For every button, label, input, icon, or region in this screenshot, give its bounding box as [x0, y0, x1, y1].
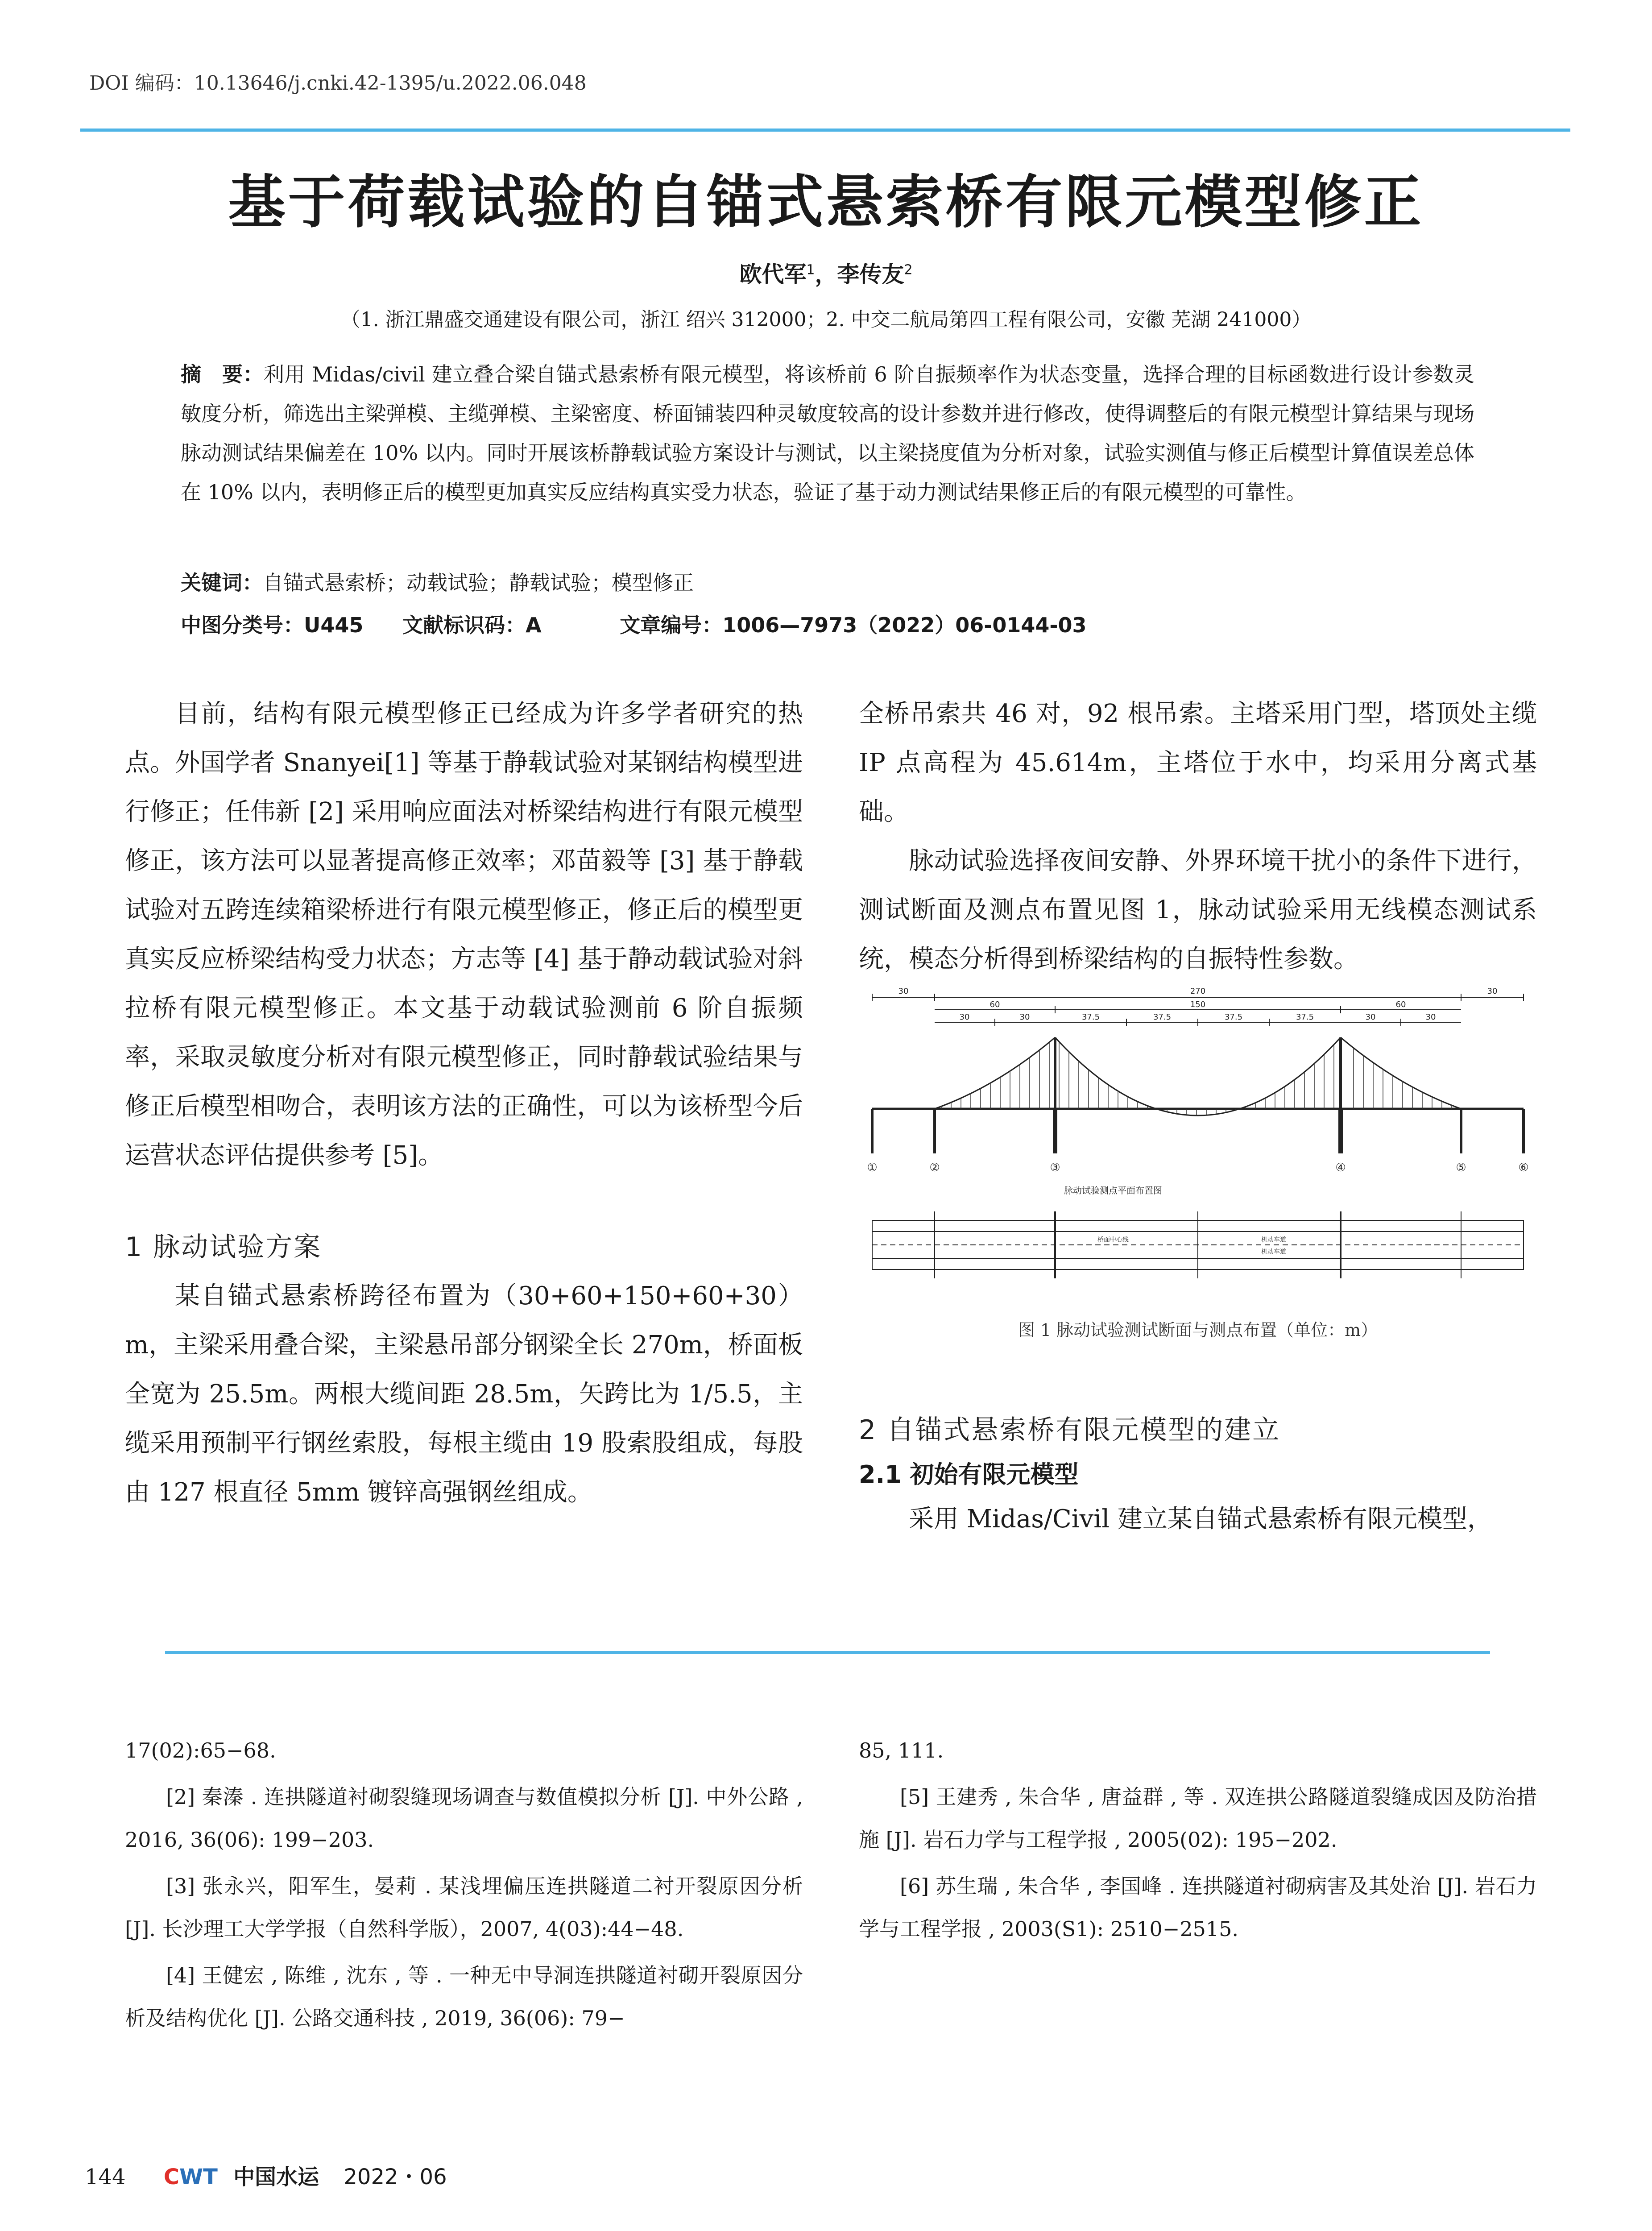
keywords-text: 自锚式悬索桥；动载试验；静载试验；模型修正	[263, 571, 694, 595]
author-1-sup: 1	[806, 262, 815, 278]
cwt-logo	[164, 2165, 218, 2190]
plan-label-lane-1: 机动车道	[1261, 1236, 1286, 1244]
section-1-paragraph-1-cont: 全桥吊索共 46 对，92 根吊索。主塔采用门型，塔顶处主缆 IP 点高程为 45.614m，主塔位于水中，均采用分离式基础。	[859, 699, 1537, 826]
section-2-title: 2 自锚式悬索桥有限元模型的建立	[859, 1414, 1281, 1446]
dim-small: 30	[1019, 1012, 1030, 1022]
dim-150: 150	[1190, 1000, 1206, 1009]
classification	[181, 609, 1087, 639]
author-sep: ，	[815, 261, 837, 287]
abstract-text: 利用 Midas/civil 建立叠合梁自锚式悬索桥有限元模型，将该桥前 6 阶自振频率作为状态变量，选择合理的目标函数进行设计参数灵敏度分析，筛选出主梁弹模、主缆弹模、主梁密度、桥面铺装四种灵敏度较高的设计参数并进行修改，使得调整后的有限元模型计算结果与现场脉动测试结果偏差在 10% 以内。同时开展该桥静载试验方案设计与测试，以主梁挠度值为分析对象，试验实测值与修正后模型计算值误差总体在 10% 以内，表明修正后的模型更加真实反应结构真实受力状态，验证了基于动力测试结果修正后的有限元模型的可靠性。	[181, 362, 1475, 504]
plan-title: 脉动试验测点平面布置图	[1064, 1185, 1162, 1196]
dim-small: 30	[1425, 1012, 1436, 1022]
abstract	[181, 355, 1474, 512]
footnote-rule	[165, 1651, 1490, 1654]
section-1-paragraph-2: 脉动试验选择夜间安静、外界环境干扰小的条件下进行，测试断面及测点布置见图 1，脉动试验采用无线模态测试系统，模态分析得到桥梁结构的自振特性参数。	[859, 846, 1537, 974]
pier-label: ⑤	[1456, 1161, 1466, 1174]
dim-30-right: 30	[1487, 987, 1498, 996]
section-2-1-title: 2.1 初始有限元模型	[859, 1460, 1079, 1489]
pier-label: ⑥	[1518, 1161, 1529, 1174]
dim-60-right: 60	[1395, 1000, 1406, 1009]
magazine-name: 中国水运	[233, 2165, 319, 2190]
reference-item: [5] 王建秀 , 朱合华 , 唐益群 , 等 . 双连拱公路隧道裂缝成因及防治措施 [J]. 岩石力学与工程学报 , 2005(02): 195−202.	[859, 1785, 1537, 1852]
left-column	[125, 689, 803, 1517]
pier-label: ③	[1050, 1161, 1060, 1174]
reference-item: [6] 苏生瑞 , 朱合华 , 李国峰 . 连拱隧道衬砌病害及其处治 [J]. 岩石力学与工程学报 , 2003(S1): 2510−2515.	[859, 1874, 1537, 1941]
keywords-label: 关键词：	[181, 571, 263, 595]
dim-small: 30	[1365, 1012, 1376, 1022]
author-2: 李传友	[837, 261, 904, 287]
cwt-w: W	[179, 2165, 203, 2190]
references-right	[859, 1729, 1537, 1954]
dim-small: 37.5	[1153, 1012, 1172, 1022]
dim-60-left: 60	[990, 1000, 1000, 1009]
section-1-title: 1 脉动试验方案	[125, 1232, 322, 1263]
section-2	[859, 1406, 1537, 1544]
abstract-label: 摘 要：	[181, 362, 264, 386]
figure-1-caption: 图 1 脉动试验测试断面与测点布置（单位：m）	[1018, 1320, 1378, 1340]
article-number: 文章编号：1006—7973（2022）06-0144-03	[620, 613, 1087, 637]
affiliation: （1. 浙江鼎盛交通建设有限公司，浙江 绍兴 312000；2. 中交二航局第四工程有限公司，安徽 芜湖 241000）	[340, 308, 1312, 331]
reference-item: [3] 张永兴，阳军生，晏莉 . 某浅埋偏压连拱隧道二衬开裂原因分析 [J]. 长沙理工大学学报（自然科学版），2007, 4(03):44−48.	[125, 1874, 803, 1941]
doi: DOI 编码：10.13646/j.cnki.42-1395/u.2022.06.048	[89, 72, 587, 95]
right-column	[859, 689, 1537, 984]
cwt-t: T	[203, 2165, 218, 2190]
dim-small: 37.5	[1224, 1012, 1243, 1022]
issue: 2022・06	[344, 2165, 447, 2190]
author-2-sup: 2	[904, 262, 913, 278]
pier-label: ④	[1335, 1161, 1346, 1174]
section-1-paragraph-1: 某自锚式悬索桥跨径布置为（30+60+150+60+30）m，主梁采用叠合梁，主梁悬吊部分钢梁全长 270m，桥面板全宽为 25.5m。两根大缆间距 28.5m，矢跨比为 1/5.5，主缆采用预制平行钢丝索股，每根主缆由 19 股索股组成，每股由 127 根直径 5mm 镀锌高强钢丝组成。	[125, 1281, 803, 1507]
plan-label-centerline: 桥面中心线	[1097, 1236, 1129, 1244]
cwt-c: C	[163, 2165, 180, 2190]
intro-paragraph: 目前，结构有限元模型修正已经成为许多学者研究的热点。外国学者 Snanyei[1] 等基于静载试验对某钢结构模型进行修正；任伟新 [2] 采用响应面法对桥梁结构进行有限元模型修正，该方法可以显著提高修正效率；邓苗毅等 [3] 基于静载试验对五跨连续箱梁桥进行有限元模型修正，修正后的模型更真实反应桥梁结构受力状态；方志等 [4] 基于静动载试验对斜拉桥有限元模型修正。本文基于动载试验测前 6 阶自振频率，采取灵敏度分析对有限元模型修正，同时静载试验结果与修正后模型相吻合，表明该方法的正确性，可以为该桥型今后运营状态评估提供参考 [5]。	[125, 699, 803, 1170]
header-rule	[80, 129, 1570, 132]
reference-item: [2] 秦溱 . 连拱隧道衬砌裂缝现场调查与数值模拟分析 [J]. 中外公路 , 2016, 36(06): 199−203.	[125, 1785, 803, 1852]
clc-number: 中图分类号：U445	[181, 613, 364, 637]
dim-small: 37.5	[1296, 1012, 1314, 1022]
doc-code: 文献标识码：A	[402, 613, 542, 637]
pier-label: ①	[867, 1161, 878, 1174]
pier-label: ②	[929, 1161, 940, 1174]
dim-small: 30	[959, 1012, 970, 1022]
reference-item: 17(02):65−68.	[125, 1738, 276, 1762]
references-left	[125, 1729, 803, 2043]
authors	[0, 257, 1652, 289]
plan-label-lane-2: 机动车道	[1261, 1248, 1286, 1256]
page-number: 144	[85, 2165, 126, 2190]
figure-1	[863, 984, 1532, 1305]
dim-270: 270	[1190, 987, 1206, 996]
dim-small: 37.5	[1081, 1012, 1100, 1022]
reference-item: [4] 王健宏 , 陈维 , 沈东 , 等 . 一种无中导洞连拱隧道衬砌开裂原因分析及结构优化 [J]. 公路交通科技 , 2019, 36(06): 79−	[125, 1963, 803, 2030]
keywords	[181, 567, 694, 596]
author-1: 欧代军	[739, 261, 807, 287]
paper-title: 基于荷载试验的自锚式悬索桥有限元模型修正	[228, 169, 1424, 236]
reference-item: 85, 111.	[859, 1738, 944, 1762]
page-footer	[85, 2160, 447, 2190]
section-2-1-paragraph: 采用 Midas/Civil 建立某自锚式悬索桥有限元模型，	[909, 1505, 1492, 1534]
dim-30-left: 30	[898, 987, 909, 996]
